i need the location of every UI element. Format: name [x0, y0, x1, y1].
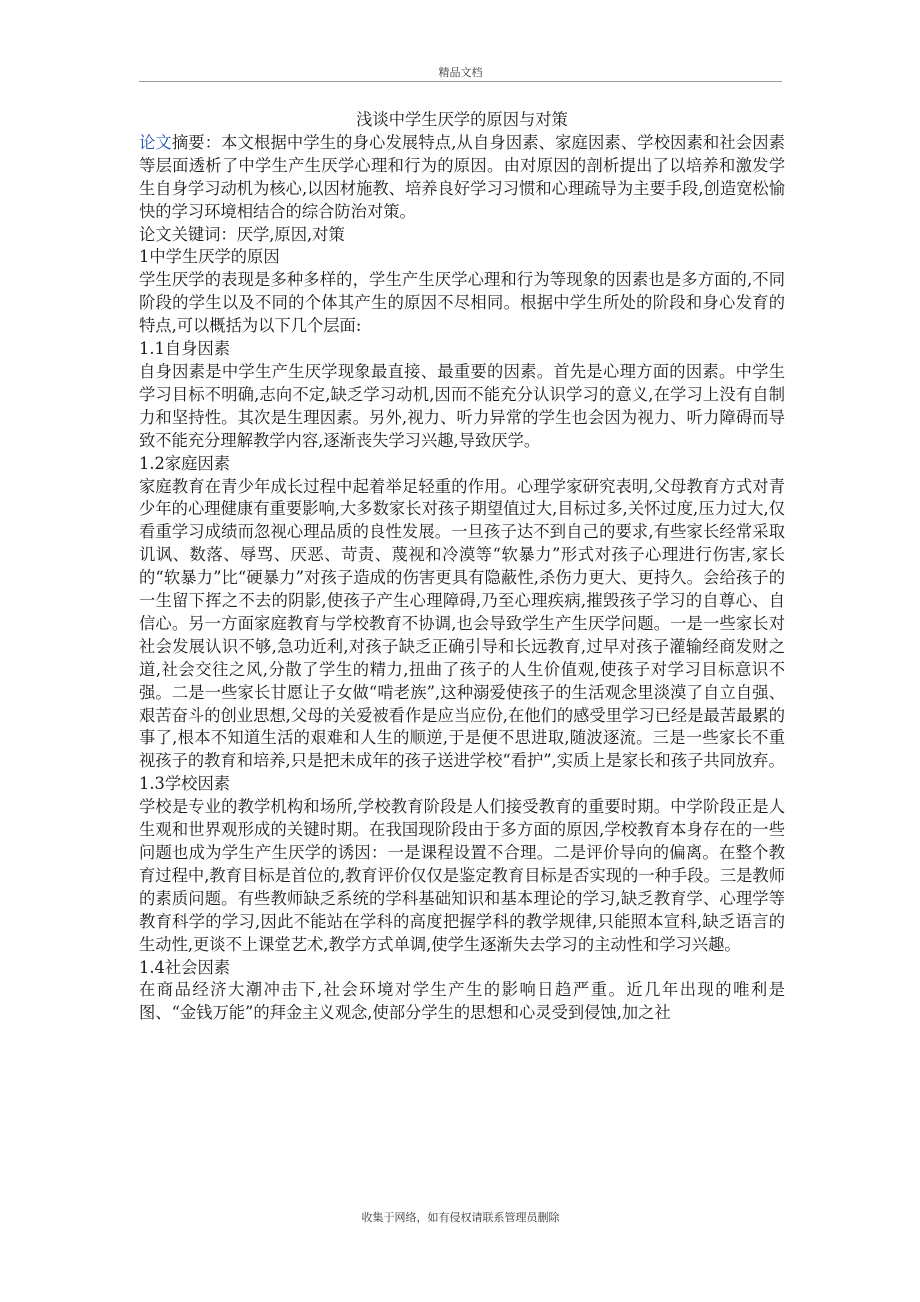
section-heading-1-4: 1.4社会因素	[139, 957, 231, 977]
section-text-1-2: 家庭教育在青少年成长过程中起着举足轻重的作用。心理学家研究表明,父母教育方式对青少年的心理健康有重要影响,大多数家长对孩子期望值过大,目标过多,关怀过度,压力过大,仅看重学习成绩而忽视心理品质的良性发展。一旦孩子达不到自己的要求,有些家长经常采取讥讽、数落、辱骂、厌恶、苛责、蔑视和冷漠等“软暴力”形式对孩子心理进行伤害,家长的“软暴力”比“硬暴力”对孩子造成的伤害更具有隐蔽性,杀伤力更大、更持久。会给孩子的一生留下挥之不去的阴影,使孩子产生心理障碍,乃至心理疾病,摧毁孩子学习的自尊心、自信心。另一方面家庭教育与学校教育不协调,也会导致学生产生厌学问题。一是一些家长对社会发展认识不够,急功近利,对孩子缺乏正确引导和长远教育,过早对孩子灌输经商发财之道,社会交往之风,分散了学生的精力,扭曲了孩子的人生价值观,使孩子对学习目标意识不强。二是一些家长甘愿让子女做“啃老族”,这种溺爱使孩子的生活观念里淡漠了自立自强、艰苦奋斗的创业思想,父母的关爱被看作是应当应份,在他们的感受里学习已经是最苦最累的事了,根本不知道生活的艰难和人生的顺逆,于是便不思进取,随波逐流。三是一些家长不重视孩子的教育和培养,只是把未成年的孩子送进学校“看护”,实质上是家长和孩子共同放弃。	[139, 476, 785, 771]
section-heading-1-2: 1.2家庭因素	[139, 453, 231, 473]
header-divider	[139, 81, 782, 82]
abstract-text: 摘要：本文根据中学生的身心发展特点,从自身因素、家庭因素、学校因素和社会因素等层面透析了中学生产生厌学心理和行为的原因。由对原因的剖析提出了以培养和激发学生自身学习动机为核心,以因材施教、培养良好学习习惯和心理疏导为主要手段,创造宽松愉快的学习环境相结合的综合防治对策。	[139, 132, 785, 221]
document-body	[139, 109, 785, 1025]
document-title: 浅谈中学生厌学的原因与对策	[356, 110, 568, 129]
section-heading-1-1: 1.1自身因素	[139, 339, 231, 359]
abstract-paragraph	[139, 132, 785, 224]
section-text-1-4: 在商品经济大潮冲击下,社会环境对学生产生的影响日趋严重。近几年出现的唯利是图、“金钱万能”的拜金主义观念,使部分学生的思想和心灵受到侵蚀,加之社	[139, 980, 785, 1023]
section-heading-1: 1中学生厌学的原因	[139, 247, 280, 267]
keywords-line: 论文关键词：厌学,原因,对策	[139, 224, 345, 244]
page-header: 精品文档	[438, 66, 483, 79]
paper-link[interactable]: 论文	[139, 132, 172, 152]
section-text-1: 学生厌学的表现是多种多样的，学生产生厌学心理和行为等现象的因素也是多方面的,不同阶段的学生以及不同的个体其产生的原因不尽相同。根据中学生所处的阶段和身心发育的特点,可以概括为以下几个层面:	[139, 270, 785, 336]
section-text-1-3: 学校是专业的教学机构和场所,学校教育阶段是人们接受教育的重要时期。中学阶段正是人生观和世界观形成的关键时期。在我国现阶段由于多方面的原因,学校教育本身存在的一些问题也成为学生产生厌学的诱因：一是课程设置不合理。二是评价导向的偏离。在整个教育过程中,教育目标是首位的,教育评价仅仅是鉴定教育目标是否实现的一种手段。三是教师的素质问题。有些教师缺乏系统的学科基础知识和基本理论的学习,缺乏教育学、心理学等教育科学的学习,因此不能站在学科的高度把握学科的教学规律,只能照本宣科,缺乏语言的生动性,更谈不上课堂艺术,教学方式单调,使学生逐渐失去学习的主动性和学习兴趣。	[139, 797, 785, 954]
section-heading-1-3: 1.3学校因素	[139, 774, 231, 794]
page-footer: 收集于网络，如有侵权请联系管理员删除	[361, 1211, 560, 1224]
section-text-1-1: 自身因素是中学生产生厌学现象最直接、最重要的因素。首先是心理方面的因素。中学生学习目标不明确,志向不定,缺乏学习动机,因而不能充分认识学习的意义,在学习上没有自制力和坚持性。其次是生理因素。另外,视力、听力异常的学生也会因为视力、听力障碍而导致不能充分理解教学内容,逐渐丧失学习兴趣,导致厌学。	[139, 361, 785, 450]
